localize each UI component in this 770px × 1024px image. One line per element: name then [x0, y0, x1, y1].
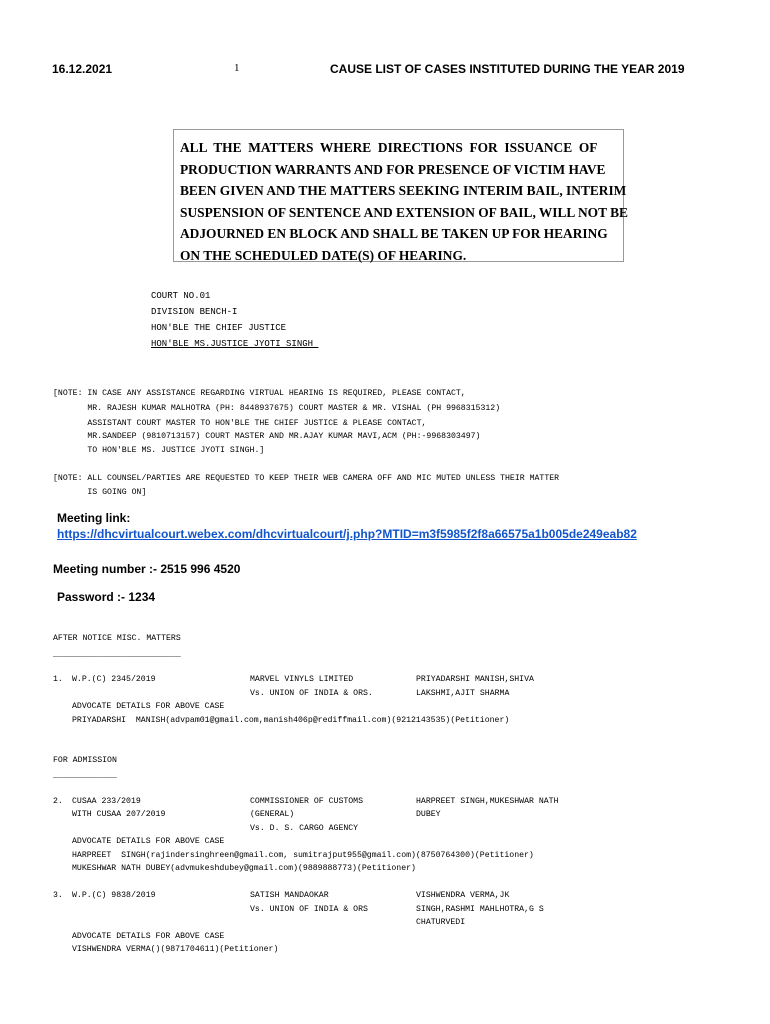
note-line: IS GOING ON] — [53, 488, 147, 497]
cause-list-title: CAUSE LIST OF CASES INSTITUTED DURING THE YEAR 2019 — [330, 62, 685, 76]
advocate-details: MUKESHWAR NATH DUBEY(advmukeshdubey@gmail.com)(9889888773)(Petitioner) — [72, 864, 416, 873]
case-advocates: PRIYADARSHI MANISH,SHIVA — [416, 675, 534, 684]
case-advocates: SINGH,RASHMI MAHLHOTRA,G S — [416, 905, 544, 914]
note-line: [NOTE: ALL COUNSEL/PARTIES ARE REQUESTED TO KEEP THEIR WEB CAMERA OFF AND MIC MUTED UNLESS THEIR MATTER — [53, 474, 560, 483]
notice-line: ALL THE MATTERS WHERE DIRECTIONS FOR ISSUANCE OF — [180, 140, 598, 155]
case-petitioner: (GENERAL) — [250, 810, 295, 819]
case-number: W.P.(C) 2345/2019 — [72, 675, 156, 684]
notice-line: ON THE SCHEDULED DATE(S) OF HEARING. — [180, 247, 467, 263]
advocate-details-heading: ADVOCATE DETAILS FOR ABOVE CASE — [72, 702, 225, 711]
advocate-details-heading: ADVOCATE DETAILS FOR ABOVE CASE — [72, 932, 225, 941]
meeting-link-label: Meeting link: — [57, 511, 131, 525]
section-rule: __________________________ — [53, 650, 181, 659]
case-respondent: Vs. UNION OF INDIA & ORS — [250, 905, 368, 914]
notice-line: BEEN GIVEN AND THE MATTERS SEEKING INTERIM BAIL, INTERIM — [180, 183, 627, 198]
note-line: ASSISTANT COURT MASTER TO HON'BLE THE CHIEF JUSTICE & PLEASE CONTACT, — [53, 419, 427, 428]
case-petitioner: COMMISSIONER OF CUSTOMS — [250, 797, 364, 806]
section-rule: _____________ — [53, 771, 117, 780]
section-heading-after-notice: AFTER NOTICE MISC. MATTERS — [53, 634, 181, 643]
case-petitioner: SATISH MANDAOKAR — [250, 891, 329, 900]
meeting-link[interactable]: https://dhcvirtualcourt.webex.com/dhcvirtualcourt/j.php?MTID=m3f5985f2f8a66575a1b005de249eab82 — [57, 527, 637, 541]
page-number: 1 — [234, 62, 240, 74]
cause-list-date: 16.12.2021 — [52, 62, 113, 76]
case-advocates: CHATURVEDI — [416, 918, 466, 927]
notice-line: PRODUCTION WARRANTS AND FOR PRESENCE OF VICTIM HAVE — [180, 161, 606, 177]
advocate-details: PRIYADARSHI MANISH(advpam01@gmail.com,manish406p@rediffmail.com)(9212143535)(Petitioner) — [72, 716, 510, 725]
case-respondent: Vs. UNION OF INDIA & ORS. — [250, 689, 373, 698]
case-number-tagged: WITH CUSAA 207/2019 — [72, 810, 166, 819]
case-serial: 2. — [53, 797, 63, 806]
advocate-details-heading: ADVOCATE DETAILS FOR ABOVE CASE — [72, 837, 225, 846]
judge-chief-justice: HON'BLE THE CHIEF JUSTICE — [151, 323, 287, 333]
case-petitioner: MARVEL VINYLS LIMITED — [250, 675, 354, 684]
advocate-details: VISHWENDRA VERMA()(9871704611)(Petitioner) — [72, 945, 279, 954]
case-advocates: VISHWENDRA VERMA,JK — [416, 891, 510, 900]
meeting-number: Meeting number :- 2515 996 4520 — [53, 562, 241, 576]
note-line: MR. RAJESH KUMAR MALHOTRA (PH: 8448937675) COURT MASTER & MR. VISHAL (PH 9968315312) — [53, 404, 501, 413]
note-line: [NOTE: IN CASE ANY ASSISTANCE REGARDING VIRTUAL HEARING IS REQUIRED, PLEASE CONTACT, — [53, 389, 466, 398]
case-advocates: HARPREET SINGH,MUKESHWAR NATH — [416, 797, 559, 806]
section-heading-for-admission: FOR ADMISSION — [53, 756, 117, 765]
advocate-details: HARPREET SINGH(rajindersinghreen@gmail.com, sumitrajput955@gmail.com)(8750764300)(Petitioner) — [72, 851, 534, 860]
court-number: COURT NO.01 — [151, 291, 211, 301]
notice-line: SUSPENSION OF SENTENCE AND EXTENSION OF BAIL, WILL NOT BE — [180, 204, 628, 220]
bench-name: DIVISION BENCH-I — [151, 307, 238, 317]
case-advocates: DUBEY — [416, 810, 441, 819]
note-line: TO HON'BLE MS. JUSTICE JYOTI SINGH.] — [53, 446, 265, 455]
note-line: MR.SANDEEP (9810713157) COURT MASTER AND MR.AJAY KUMAR MAVI,ACM (PH:-9968303497) — [53, 432, 481, 441]
case-number: W.P.(C) 9838/2019 — [72, 891, 156, 900]
case-respondent: Vs. D. S. CARGO AGENCY — [250, 824, 359, 833]
case-serial: 3. — [53, 891, 63, 900]
meeting-password: Password :- 1234 — [57, 590, 156, 604]
judge-justice-jyoti-singh: HON'BLE MS.JUSTICE JYOTI SINGH — [151, 339, 319, 349]
case-advocates: LAKSHMI,AJIT SHARMA — [416, 689, 510, 698]
case-number: CUSAA 233/2019 — [72, 797, 141, 806]
notice-line: ADJOURNED EN BLOCK AND SHALL BE TAKEN UP FOR HEARING — [180, 226, 608, 241]
case-serial: 1. — [53, 675, 63, 684]
notice-box — [173, 129, 628, 263]
